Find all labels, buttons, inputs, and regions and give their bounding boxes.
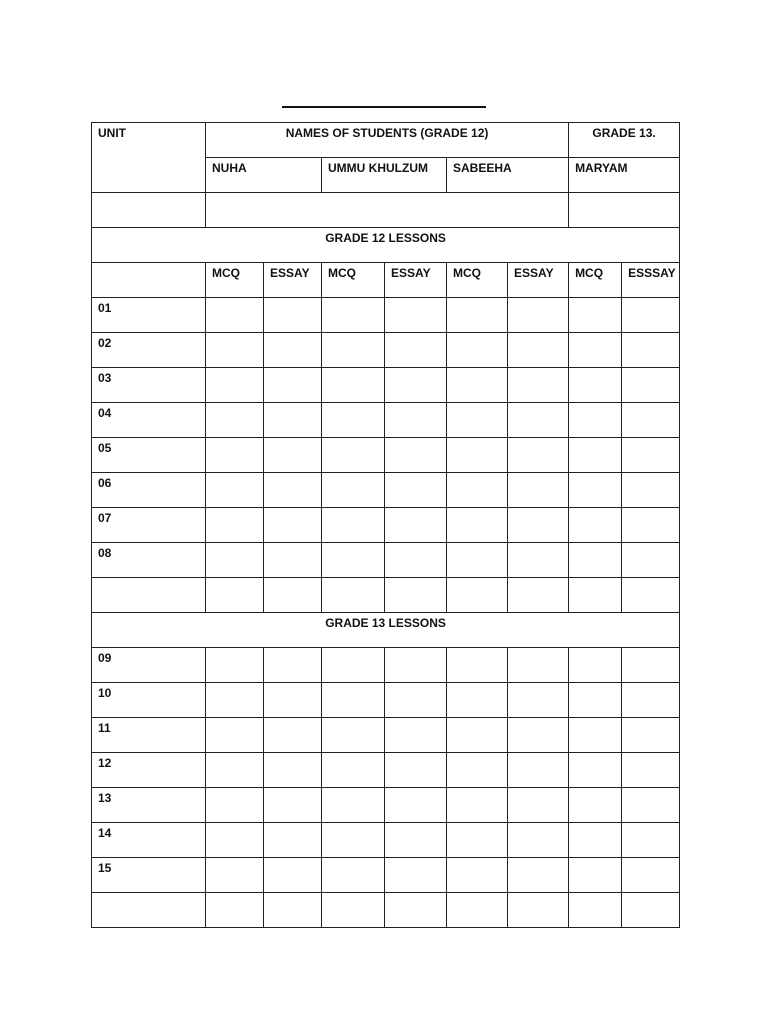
mark-cell[interactable] — [508, 543, 569, 578]
mark-cell[interactable] — [508, 823, 569, 858]
mark-cell[interactable] — [508, 333, 569, 368]
table-row — [92, 403, 680, 438]
mark-cell[interactable] — [322, 858, 385, 893]
mark-cell[interactable] — [385, 753, 447, 788]
mark-cell[interactable] — [206, 543, 264, 578]
mark-cell[interactable] — [385, 648, 447, 683]
unit-number: 05 — [92, 438, 206, 473]
mark-cell[interactable] — [385, 403, 447, 438]
mark-cell[interactable] — [569, 648, 622, 683]
mark-cell[interactable] — [322, 508, 385, 543]
mark-cell[interactable] — [322, 648, 385, 683]
mark-cell[interactable] — [206, 648, 264, 683]
mark-cell[interactable] — [447, 333, 508, 368]
mark-cell[interactable] — [569, 508, 622, 543]
mark-cell[interactable] — [622, 403, 680, 438]
blank-cell[interactable] — [569, 193, 680, 228]
mark-cell[interactable] — [206, 508, 264, 543]
mark-cell[interactable] — [569, 543, 622, 578]
mark-cell[interactable] — [447, 823, 508, 858]
mark-cell[interactable] — [569, 718, 622, 753]
mark-cell[interactable] — [385, 578, 447, 613]
grade13-header: GRADE 13. — [569, 123, 680, 158]
unit-number: 12 — [92, 753, 206, 788]
unit-number: 08 — [92, 543, 206, 578]
mark-cell[interactable] — [322, 893, 385, 928]
mark-cell[interactable] — [322, 473, 385, 508]
mark-cell[interactable] — [447, 718, 508, 753]
mark-cell[interactable] — [569, 578, 622, 613]
col-mcq: MCQ — [206, 263, 264, 298]
table-row — [92, 438, 680, 473]
mark-cell[interactable] — [206, 368, 264, 403]
unit-number: 14 — [92, 823, 206, 858]
mark-cell[interactable] — [447, 473, 508, 508]
mark-cell[interactable] — [264, 893, 322, 928]
mark-cell[interactable] — [206, 403, 264, 438]
grade13-lessons-heading: GRADE 13 LESSONS — [92, 613, 680, 648]
mark-cell[interactable] — [622, 753, 680, 788]
grade12-body — [92, 298, 680, 613]
mark-cell[interactable] — [447, 683, 508, 718]
mark-cell[interactable] — [264, 368, 322, 403]
table-row — [92, 508, 680, 543]
mark-cell[interactable] — [622, 298, 680, 333]
column-header-row — [92, 263, 680, 298]
unit-number — [92, 578, 206, 613]
mark-cell[interactable] — [622, 823, 680, 858]
mark-cell[interactable] — [508, 403, 569, 438]
mark-cell[interactable] — [385, 473, 447, 508]
mark-cell[interactable] — [569, 403, 622, 438]
mark-cell[interactable] — [264, 403, 322, 438]
mark-cell[interactable] — [322, 718, 385, 753]
mark-cell[interactable] — [508, 508, 569, 543]
mark-cell[interactable] — [206, 473, 264, 508]
mark-cell[interactable] — [508, 648, 569, 683]
mark-cell[interactable] — [447, 648, 508, 683]
mark-cell[interactable] — [385, 683, 447, 718]
mark-cell[interactable] — [447, 508, 508, 543]
mark-cell[interactable] — [264, 333, 322, 368]
col-essay: ESSSAY — [622, 263, 680, 298]
mark-cell[interactable] — [569, 753, 622, 788]
mark-cell[interactable] — [569, 683, 622, 718]
title-underline — [282, 106, 486, 108]
table-row — [92, 823, 680, 858]
mark-cell[interactable] — [322, 333, 385, 368]
table-row — [92, 473, 680, 508]
mark-cell[interactable] — [622, 578, 680, 613]
mark-cell[interactable] — [264, 438, 322, 473]
mark-cell[interactable] — [206, 823, 264, 858]
unit-number: 11 — [92, 718, 206, 753]
mark-cell[interactable] — [447, 543, 508, 578]
mark-cell[interactable] — [264, 718, 322, 753]
mark-cell[interactable] — [447, 893, 508, 928]
col-essay: ESSAY — [385, 263, 447, 298]
mark-cell[interactable] — [322, 438, 385, 473]
mark-cell[interactable] — [264, 788, 322, 823]
blank-row — [92, 193, 680, 228]
mark-cell[interactable] — [264, 648, 322, 683]
mark-cell[interactable] — [447, 403, 508, 438]
mark-cell[interactable] — [622, 333, 680, 368]
student-name-sabeeha: SABEEHA — [447, 158, 569, 193]
mark-cell[interactable] — [322, 578, 385, 613]
mark-cell[interactable] — [385, 543, 447, 578]
mark-cell[interactable] — [264, 858, 322, 893]
mark-cell[interactable] — [206, 753, 264, 788]
mark-cell[interactable] — [569, 858, 622, 893]
mark-cell[interactable] — [569, 788, 622, 823]
mark-cell[interactable] — [622, 543, 680, 578]
student-name-maryam: MARYAM — [569, 158, 680, 193]
table-row — [92, 578, 680, 613]
mark-cell[interactable] — [622, 648, 680, 683]
table-row — [92, 718, 680, 753]
mark-cell[interactable] — [508, 858, 569, 893]
mark-cell[interactable] — [385, 718, 447, 753]
unit-number: 13 — [92, 788, 206, 823]
col-mcq: MCQ — [569, 263, 622, 298]
mark-cell[interactable] — [447, 858, 508, 893]
marks-table — [91, 122, 680, 928]
mark-cell[interactable] — [622, 368, 680, 403]
table-row — [92, 368, 680, 403]
unit-header: UNIT — [92, 123, 206, 193]
mark-cell[interactable] — [385, 298, 447, 333]
mark-cell[interactable] — [264, 823, 322, 858]
mark-cell[interactable] — [206, 893, 264, 928]
mark-cell[interactable] — [385, 438, 447, 473]
table-row — [92, 543, 680, 578]
table-row — [92, 683, 680, 718]
unit-number: 07 — [92, 508, 206, 543]
mark-cell[interactable] — [206, 718, 264, 753]
mark-cell[interactable] — [206, 578, 264, 613]
blank-cell[interactable] — [206, 193, 569, 228]
mark-cell[interactable] — [622, 718, 680, 753]
mark-cell[interactable] — [508, 473, 569, 508]
mark-cell[interactable] — [622, 893, 680, 928]
unit-number: 10 — [92, 683, 206, 718]
mark-cell[interactable] — [508, 298, 569, 333]
mark-cell[interactable] — [508, 438, 569, 473]
mark-cell[interactable] — [447, 788, 508, 823]
col-essay: ESSAY — [508, 263, 569, 298]
mark-cell[interactable] — [447, 438, 508, 473]
mark-cell[interactable] — [447, 753, 508, 788]
mark-cell[interactable] — [569, 298, 622, 333]
mark-cell[interactable] — [508, 718, 569, 753]
student-name-ummu-khulzum: UMMU KHULZUM — [322, 158, 447, 193]
mark-cell[interactable] — [264, 543, 322, 578]
mark-cell[interactable] — [622, 473, 680, 508]
mark-cell[interactable] — [569, 823, 622, 858]
mark-cell[interactable] — [508, 753, 569, 788]
mark-cell[interactable] — [622, 788, 680, 823]
grade12-lessons-heading: GRADE 12 LESSONS — [92, 228, 680, 263]
table-row — [92, 893, 680, 928]
mark-cell[interactable] — [508, 368, 569, 403]
mark-cell[interactable] — [622, 858, 680, 893]
mark-cell[interactable] — [447, 368, 508, 403]
mark-cell[interactable] — [264, 683, 322, 718]
mark-cell[interactable] — [508, 683, 569, 718]
unit-number: 03 — [92, 368, 206, 403]
mark-cell[interactable] — [264, 473, 322, 508]
mark-cell[interactable] — [264, 508, 322, 543]
table-row — [92, 333, 680, 368]
mark-cell[interactable] — [569, 473, 622, 508]
unit-number: 04 — [92, 403, 206, 438]
mark-cell[interactable] — [322, 543, 385, 578]
mark-cell[interactable] — [264, 298, 322, 333]
mark-cell[interactable] — [322, 788, 385, 823]
mark-cell[interactable] — [385, 508, 447, 543]
mark-cell[interactable] — [322, 403, 385, 438]
mark-cell[interactable] — [447, 298, 508, 333]
mark-cell[interactable] — [508, 788, 569, 823]
unit-number — [92, 893, 206, 928]
mark-cell[interactable] — [206, 683, 264, 718]
mark-cell[interactable] — [322, 683, 385, 718]
mark-cell[interactable] — [322, 368, 385, 403]
student-name-nuha: NUHA — [206, 158, 322, 193]
mark-cell[interactable] — [206, 788, 264, 823]
mark-cell[interactable] — [385, 368, 447, 403]
grade13-body — [92, 648, 680, 928]
col-mcq: MCQ — [322, 263, 385, 298]
mark-cell[interactable] — [322, 823, 385, 858]
table-row — [92, 648, 680, 683]
table-row — [92, 298, 680, 333]
mark-cell[interactable] — [447, 578, 508, 613]
mark-cell[interactable] — [206, 333, 264, 368]
mark-cell[interactable] — [264, 578, 322, 613]
mark-cell[interactable] — [508, 893, 569, 928]
blank-cell[interactable] — [92, 193, 206, 228]
mark-cell[interactable] — [569, 893, 622, 928]
mark-cell[interactable] — [569, 368, 622, 403]
mark-cell[interactable] — [385, 788, 447, 823]
mark-cell[interactable] — [569, 333, 622, 368]
mark-cell[interactable] — [385, 893, 447, 928]
mark-cell[interactable] — [206, 438, 264, 473]
unit-number: 09 — [92, 648, 206, 683]
mark-cell[interactable] — [322, 753, 385, 788]
mark-cell[interactable] — [569, 438, 622, 473]
unit-number: 06 — [92, 473, 206, 508]
names-of-students-header: NAMES OF STUDENTS (GRADE 12) — [206, 123, 569, 158]
mark-cell[interactable] — [322, 298, 385, 333]
unit-number: 02 — [92, 333, 206, 368]
mark-cell[interactable] — [206, 858, 264, 893]
mark-cell[interactable] — [385, 333, 447, 368]
mark-cell[interactable] — [206, 298, 264, 333]
table-row — [92, 753, 680, 788]
mark-cell[interactable] — [622, 508, 680, 543]
table-row — [92, 858, 680, 893]
mark-cell[interactable] — [385, 823, 447, 858]
unit-number: 15 — [92, 858, 206, 893]
col-mcq: MCQ — [447, 263, 508, 298]
mark-cell[interactable] — [622, 438, 680, 473]
mark-cell[interactable] — [508, 578, 569, 613]
col-essay: ESSAY — [264, 263, 322, 298]
table-row — [92, 788, 680, 823]
unit-number: 01 — [92, 298, 206, 333]
blank-cell — [92, 263, 206, 298]
mark-cell[interactable] — [264, 753, 322, 788]
mark-cell[interactable] — [385, 858, 447, 893]
mark-cell[interactable] — [622, 683, 680, 718]
